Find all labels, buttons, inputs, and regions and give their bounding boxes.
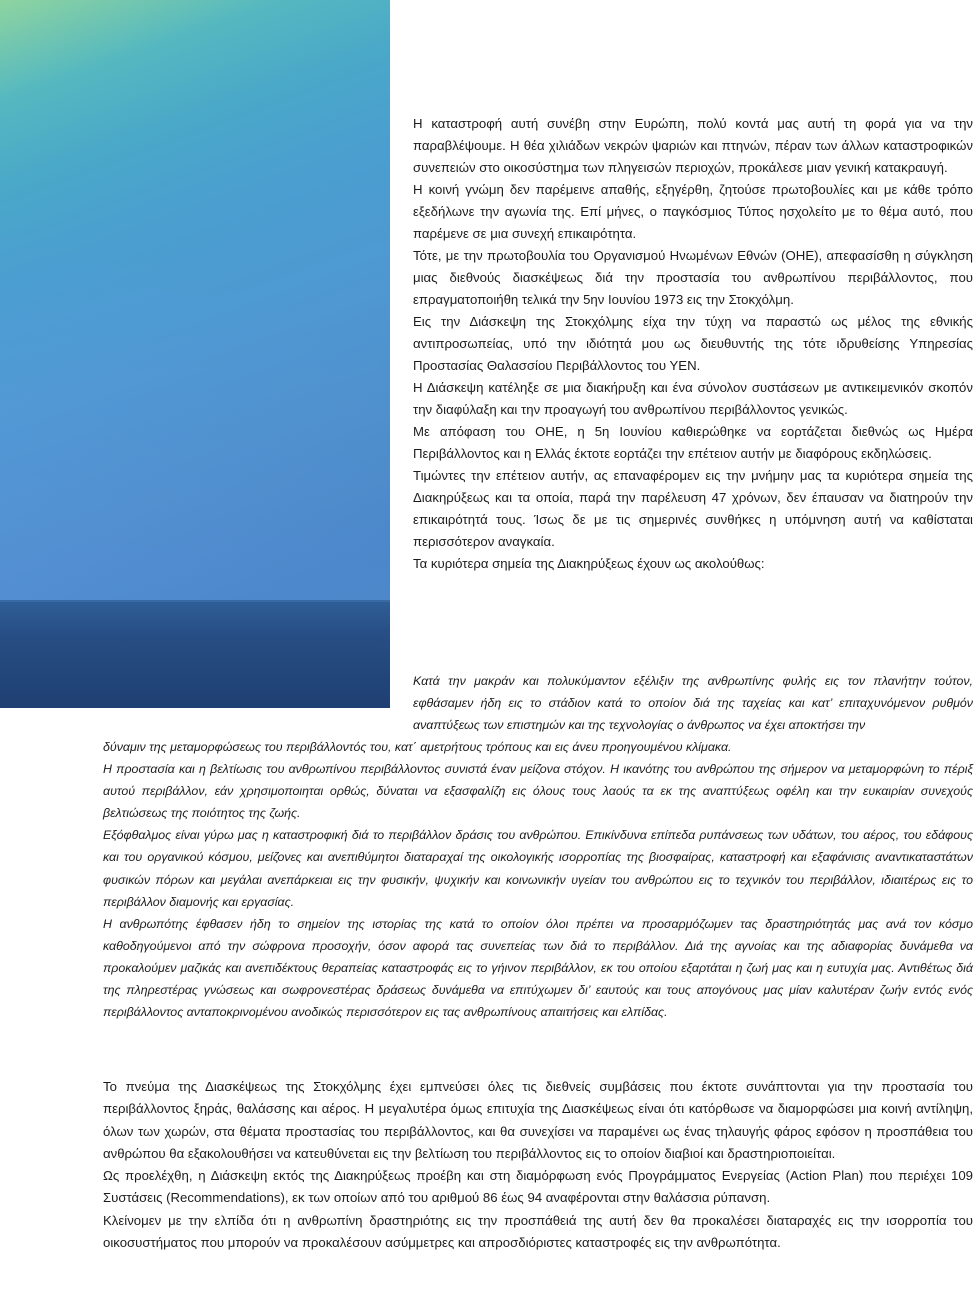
- intro-paragraph: Τιμώντες την επέτειον αυτήν, ας επαναφέρομεν εις την μνήμην μας τα κυριότερα σημεία της Διακηρύξεως και τα οποία, παρά την παρέλευση 47 χρόνων, δεν έπαυσαν να διατηρούν την επικαιρότητά τους. Ίσως δε με τις σημερινές συνθήκες η υπόμνηση αυτή να καθίσταται περισσότερον αναγκαία.: [413, 468, 973, 549]
- closing-paragraph: Ως προελέχθη, η Διάσκεψη εκτός της Διακηρύξεως προέβη και στη διαμόρφωση ενός Προγράμματος Ενεργείας (Action Plan) που περιέχει 109 Συστάσεις (Recommendations), εκ των οποίων από του αριθμού 86 έως 94 αναφέρονται στην θαλάσσια ρύπανση.: [103, 1168, 973, 1206]
- intro-paragraph: Η καταστροφή αυτή συνέβη στην Ευρώπη, πολύ κοντά μας αυτή τη φορά για να την παραβλέψουμε. Η θέα χιλιάδων νεκρών ψαριών και πτηνών, πέραν των άλλων καταστροφικών συνεπειών στο οικοσύστημα των πληγεισών περιοχών, προκάλεσε μιαν γενική κατακραυγή.: [413, 116, 973, 175]
- intro-paragraph: Εις την Διάσκεψη της Στοκχόλμης είχα την τύχη να παραστώ ως μέλος της εθνικής αντιπροσωπείας, υπό την ιδιότητά μου ως διευθυντής της τότε ιδρυθείσης Υπηρεσίας Προστασίας Θαλασσίου Περιβάλλοντος του ΥΕΝ.: [413, 314, 973, 373]
- intro-column: [413, 113, 973, 575]
- declaration-body: [103, 736, 973, 1023]
- declaration-lead-continuation: δύναμιν της μεταμορφώσεως του περιβάλλοντός του, κατ΄ αμετρήτους τρόπους και εις άνευ προηγουμένου κλίμακα.: [103, 740, 732, 754]
- intro-paragraph: Τότε, με την πρωτοβουλία του Οργανισμού Ηνωμένων Εθνών (ΟΗΕ), απεφασίσθη η σύγκληση μιας διεθνούς διασκέψεως διά την προστασία του ανθρωπίνου περιβάλλοντος, που επραγματοποιήθη τελικά την 5ην Ιουνίου 1973 εις την Στοκχόλμη.: [413, 248, 973, 307]
- closing-paragraph: Κλείνομεν με την ελπίδα ότι η ανθρωπίνη δραστηριότης εις την προσπάθειά της αυτή δεν θα προκαλέσει διαταραχές εις την ισορροπία του οικοσυστήματος που μπορούν να προκαλέσουν ασύμμετρες και απροσδιόριστες καταστροφές εις την ανθρωπότητα.: [103, 1212, 973, 1251]
- declaration-paragraph: Εξόφθαλμος είναι γύρω μας η καταστροφική διά το περιβάλλον δράσις του ανθρώπου. Επικίνδυνα επίπεδα ρυπάνσεως των υδάτων, του αέρος, του εδάφους και του οργανικού κόσμου, μείζονες και ανεπιθύμητοι διαταραχαί της οικολογικής ισορροπίας της βιοσφαίρας, καταστροφή και εξαφάνισις αναντικαταστάτων φυσικών πόρων και μεγάλαι ανεπάρκειαι εις την φυσικήν, ψυχικήν και κοινωνικήν υγείαν του ανθρώπου εις το τεχνικόν του περιβάλλον, ιδιαιτέρως εις το περιβάλλον διαμονής και εργασίας.: [103, 828, 973, 909]
- closing-paragraph: Το πνεύμα της Διασκέψεως της Στοκχόλμης έχει εμπνεύσει όλες τις διεθνείς συμβάσεις που έκτοτε συνάπτονται για την προστασία του περιβάλλοντος ξηράς, θαλάσσης και αέρος. Η μεγαλυτέρα όμως επιτυχία της Διασκέψεως είναι ότι κατόρθωσε να διαμορφώσει μια κοινή αντίληψη, όλων των χωρών, στα θέματα προστασίας του περιβάλλοντος, και θα συνεχίσει να παραμένει ως ένας τηλαυγής φάρος εφόσον η προσπάθεια του ανθρώπου θα εξακολουθήσει να κατευθύνεται εις την βελτίωση του περιβάλλοντος εις το οποίον διαβιοί και δραστηριοποιείται.: [103, 1079, 973, 1161]
- sea-horizon: [0, 600, 390, 708]
- closing-section: [103, 1076, 973, 1254]
- intro-paragraph: Με απόφαση του ΟΗΕ, η 5η Ιουνίου καθιερώθηκε να εορτάζεται διεθνώς ως Ημέρα Περιβάλλοντος και η Ελλάς έκτοτε εορτάζει την επέτειον αυτήν με διαφόρους εκδηλώσεις.: [413, 424, 973, 461]
- intro-paragraph: Η Διάσκεψη κατέληξε σε μια διακήρυξη και ένα σύνολον συστάσεων με αντικειμενικόν σκοπόν την διαφύλαξη και την προαγωγή του ανθρωπίνου περιβάλλοντος γενικώς.: [413, 380, 973, 417]
- declaration-lead-text: Κατά την μακράν και πολυκύμαντον εξέλιξιν της ανθρωπίνης φυλής εις τον πλανήτην τούτον, εφθάσαμεν ήδη εις το στάδιον κατά το οποίον διά της ταχείας και κατ’ επιταχυνόμενον ρυθμόν αναπτύξεως των επιστημών και της τεχνολογίας ο άνθρωπος να έχει αποκτήσει την: [413, 674, 973, 733]
- intro-paragraph: Τα κυριότερα σημεία της Διακηρύξεως έχουν ως ακολούθως:: [413, 556, 765, 571]
- intro-paragraph: Η κοινή γνώμη δεν παρέμεινε απαθής, εξηγέρθη, ζητούσε πρωτοβουλίες και με κάθε τρόπο εξεδήλωνε την αγωνία της. Επί μήνες, ο παγκόσμιος Τύπος ησχολείτο με το θέμα αυτό, που παρέμενε σε μια συνεχή επικαιρότητα.: [413, 182, 973, 241]
- sky-sea-photo: [0, 0, 390, 708]
- declaration-paragraph: Η ανθρωπότης έφθασεν ήδη το σημείον της ιστορίας της κατά το οποίον όλοι πρέπει να προσαρμόζωμεν τας δραστηριότητάς μας ανά τον κόσμο καθοδηγούμενοι από την σώφρονα προσοχήν, όσον αφορά τας συνεπείας των διά το περιβάλλον. Διά της αγνοίας και της αδιαφορίας δυνάμεθα να προκαλούμεν μαζικάς και ανεπιδέκτους θεραπείας καταστροφάς εις το γήινον περιβάλλον, εκ του οποίου εξαρτάται η ζωή μας και η ευτυχία μας. Αντιθέτως διά της πληρεστέρας γνώσεως και σωφρονεστέρας δράσεως δυνάμεθα να επιτύχωμεν δι’ εαυτούς και τους απογόνους μας μίαν καλυτέραν ζωήν εντός ενός περιβάλλοντος ανταποκρινομένου ανοδικώς περισσότερον εις τας ανθρωπίνους απαιτήσεις και ελπίδας.: [103, 916, 973, 1020]
- declaration-paragraph: Η προστασία και η βελτίωσις του ανθρωπίνου περιβάλλοντος συνιστά έναν μείζονα στόχον. Η ικανότης του ανθρώπου της σήμερον να μεταμορφώνη το πέριξ αυτού περιβάλλον, εάν χρησιμοποιηται ορθώς, δύναται να εξασφαλίζη εις όλους τους λαούς τα εκ της αναπτύξεως οφέλη και την ευκαιρίαν συνεχούς βελτιώσεως της ποιότητος της ζωής.: [103, 762, 973, 821]
- declaration-lead: [413, 670, 973, 736]
